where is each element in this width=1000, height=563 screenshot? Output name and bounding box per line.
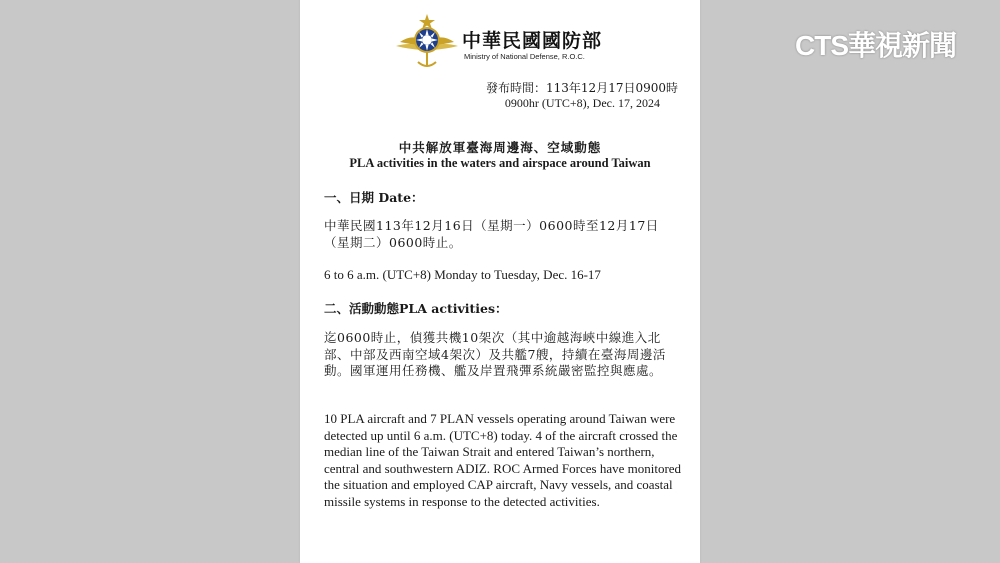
date-paragraph-zh: 中華民國113年12月16日（星期一）0600時至12月17日（星期二）0600時止。	[324, 218, 659, 250]
document-page	[300, 0, 700, 563]
title-en: PLA activities in the waters and airspace around Taiwan	[349, 156, 651, 170]
section-activities-heading: 二、活動動態PLA activities：	[324, 301, 508, 316]
cts-watermark-text: CTS華視新聞	[795, 30, 957, 61]
mnd-emblem-icon	[392, 12, 462, 72]
activities-paragraph-en: 10 PLA aircraft and 7 PLAN vessels operating around Taiwan were detected up until 6 a.m. (UTC+8) today. 4 of the aircraft crossed the median line of the Taiwan Strait and entered Taiwan’s northern, central and southwestern ADIZ. ROC Armed Forces have monitored the situation and employed CAP aircraft, Navy vessels, and coastal missile systems in response to the detected activities.	[324, 411, 682, 509]
mnd-logo	[392, 12, 622, 72]
date-paragraph-en: 6 to 6 a.m. (UTC+8) Monday to Tuesday, Dec. 16-17	[324, 267, 601, 282]
publish-time-zh: 發布時間：113年12月17日0900時	[486, 81, 678, 95]
section-date-heading: 一、日期 Date：	[324, 190, 424, 205]
title-zh: 中共解放軍臺海周邊海、空域動態	[398, 140, 602, 155]
cts-news-watermark	[795, 24, 975, 60]
org-name-zh: 中華民國國防部	[462, 30, 603, 52]
org-name-en: Ministry of National Defense, R.O.C.	[464, 52, 585, 61]
publish-time-en: 0900hr (UTC+8), Dec. 17, 2024	[504, 96, 660, 110]
activities-paragraph-zh: 迄0600時止，偵獲共機10架次（其中逾越海峽中線進入北部、中部及西南空域4架次）及共艦7艘，持續在臺海周邊活動。國軍運用任務機、艦及岸置飛彈系統嚴密監控與應處。	[324, 330, 666, 378]
